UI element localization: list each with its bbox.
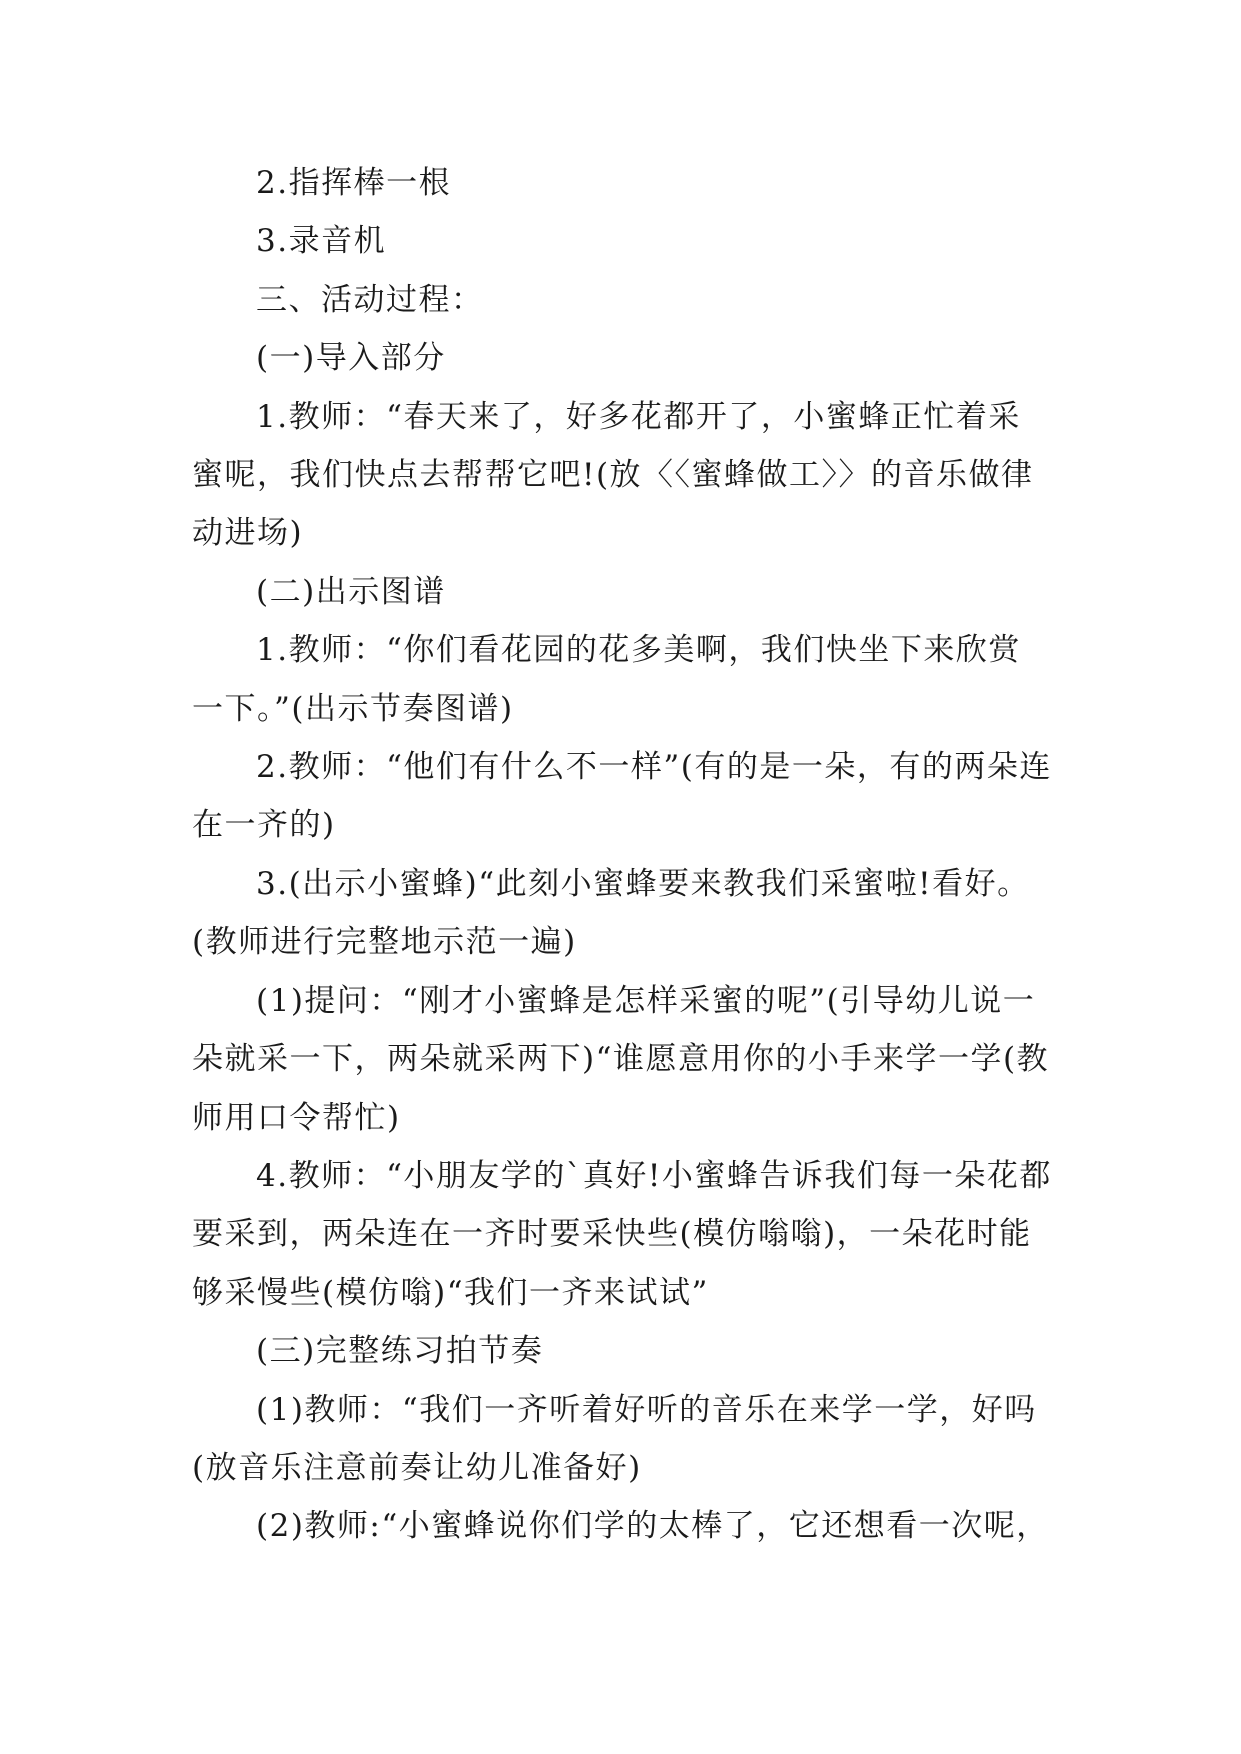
subsection-heading-full-practice: (三)完整练习拍节奏 — [256, 1333, 544, 1370]
paragraph-chart-step-2: 2.教师：“他们有什么不一样”(有的是一朵，有的两朵连在一齐的) — [192, 749, 1052, 844]
paragraph-materials-baton: 2.指挥棒一根 — [256, 165, 452, 201]
section-heading-activity-process: 三、活动过程： — [256, 281, 484, 318]
paragraph-materials-recorder: 3.录音机 — [256, 223, 387, 260]
subsection-heading-show-chart: (二)出示图谱 — [256, 573, 446, 610]
subsection-heading-introduction: (一)导入部分 — [256, 340, 446, 377]
paragraph-introduction-step-1: 1.教师：“春天来了，好多花都开了，小蜜蜂正忙着采蜜呢，我们快点去帮帮它吧!(放〈〈蜜蜂做工〉〉的音乐做律动进场) — [192, 398, 1034, 552]
paragraph-chart-question: (1)提问：“刚才小蜜蜂是怎样采蜜的呢”(引导幼儿说一朵就采一下，两朵就采两下)“谁愿意用你的小手来学一学(教师用口令帮忙) — [192, 982, 1050, 1136]
paragraph-practice-step-2: (2)教师:“小蜜蜂说你们学的太棒了，它还想看一次呢， — [256, 1508, 1049, 1545]
document-body — [192, 154, 1052, 1556]
paragraph-chart-step-3: 3.(出示小蜜蜂)“此刻小蜜蜂要来教我们采蜜啦!看好。(教师进行完整地示范一遍) — [192, 865, 1030, 961]
paragraph-practice-step-1: (1)教师：“我们一齐听着好听的音乐在来学一学，好吗(放音乐注意前奏让幼儿准备好) — [192, 1391, 1037, 1486]
paragraph-chart-step-1: 1.教师：“你们看花园的花多美啊，我们快坐下来欣赏一下。”(出示节奏图谱) — [192, 632, 1021, 727]
paragraph-chart-step-4: 4.教师：“小朋友学的`真好!小蜜蜂告诉我们每一朵花都要采到，两朵连在一齐时要采快些(模仿嗡嗡)，一朵花时能够采慢些(模仿嗡)“我们一齐来试试” — [192, 1157, 1052, 1311]
